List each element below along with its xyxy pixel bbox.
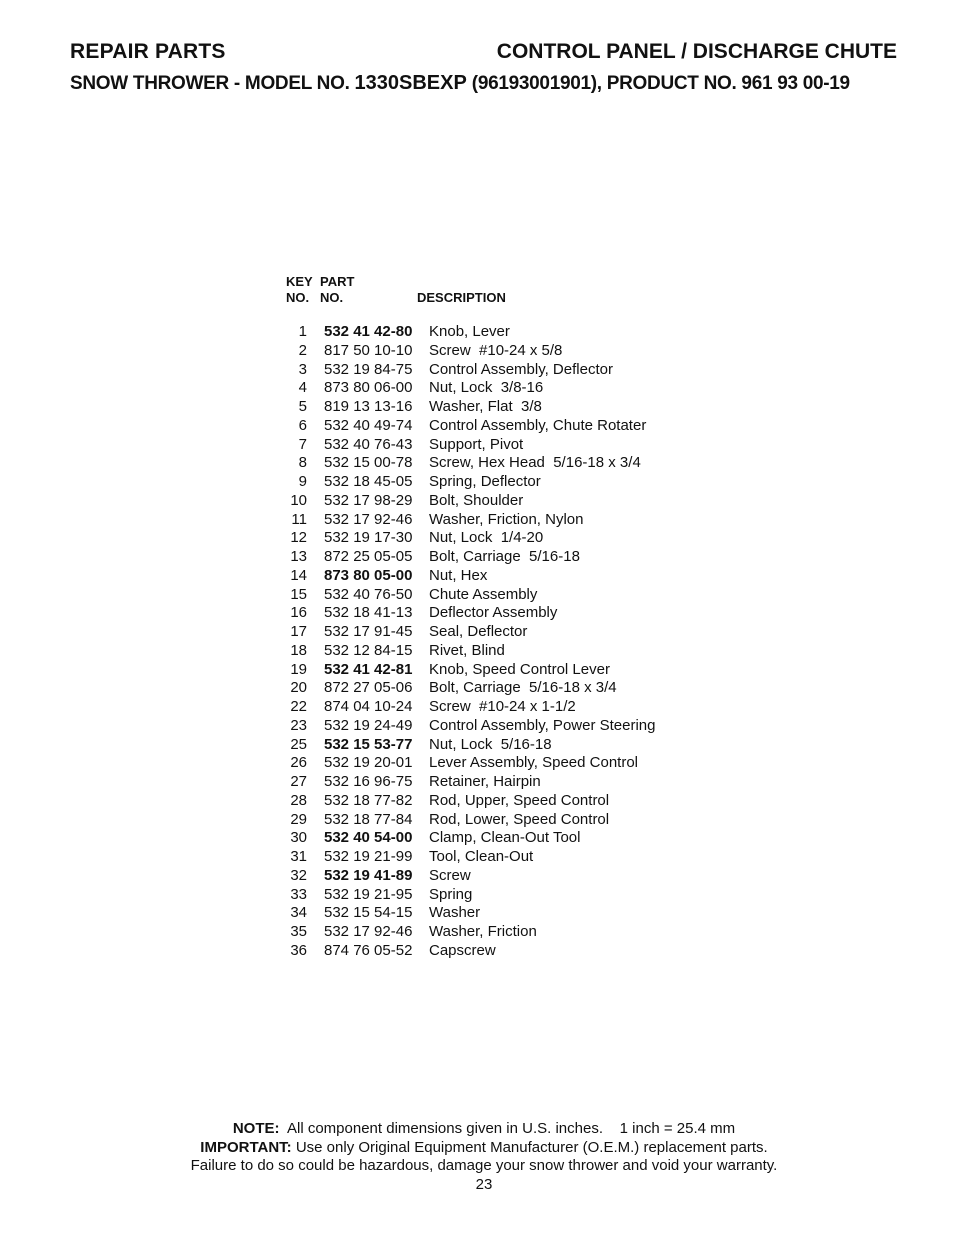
part-description: Washer, Friction <box>429 923 537 940</box>
table-row <box>280 623 700 642</box>
parts-rows <box>280 323 700 961</box>
part-no: 532 17 92-46 <box>324 923 413 940</box>
part-description: Chute Assembly <box>429 585 538 603</box>
part-description: Control Assembly, Deflector <box>429 360 613 378</box>
part-no: 532 17 92-46 <box>324 510 413 528</box>
part-no: 532 19 17-30 <box>324 529 413 547</box>
part-no: 532 15 00-78 <box>324 454 413 472</box>
key-no: 2 <box>298 341 307 359</box>
part-description: Screw #10-24 x 1-1/2 <box>429 698 576 715</box>
page-title: CONTROL PANEL / DISCHARGE CHUTE <box>496 40 897 63</box>
table-row <box>280 829 700 848</box>
part-description: Spring <box>429 885 473 903</box>
key-no: 33 <box>290 885 307 903</box>
part-no: 532 18 77-82 <box>324 791 413 809</box>
key-no: 29 <box>290 810 307 828</box>
table-row <box>280 736 700 755</box>
part-no: 532 40 76-50 <box>324 585 413 603</box>
section-title: REPAIR PARTS <box>70 40 226 63</box>
table-row <box>280 492 700 511</box>
part-description: Washer, Flat 3/8 <box>429 398 542 415</box>
part-no: 532 18 41-13 <box>324 604 413 622</box>
part-description: Nut, Lock 3/8-16 <box>429 379 544 397</box>
key-no-header <box>280 274 314 305</box>
part-description: Washer, Friction, Nylon <box>429 510 584 528</box>
subtitle-prefix: SNOW THROWER - MODEL NO. <box>70 73 355 94</box>
table-row <box>280 604 700 623</box>
key-no: 4 <box>298 379 307 397</box>
parts-table-header <box>280 274 700 305</box>
table-row <box>280 361 700 380</box>
warning-line: Failure to do so could be hazardous, damage your snow thrower and void your warranty. <box>190 1157 778 1174</box>
key-no: 28 <box>290 791 307 809</box>
part-no: 819 13 13-16 <box>324 398 413 415</box>
key-no: 5 <box>298 398 307 415</box>
part-description: Nut, Lock 1/4-20 <box>429 529 544 547</box>
key-header-line1: KEY <box>286 274 313 289</box>
part-no: 532 19 41-89 <box>324 866 413 884</box>
table-row <box>280 867 700 886</box>
part-no: 532 40 54-00 <box>324 829 413 847</box>
key-no: 22 <box>290 698 307 715</box>
part-description: Spring, Deflector <box>429 473 541 490</box>
key-no: 11 <box>291 510 307 528</box>
key-no: 14 <box>290 566 307 584</box>
part-no: 873 80 05-00 <box>324 566 413 584</box>
key-no: 30 <box>290 829 307 847</box>
part-description: Rivet, Blind <box>429 641 505 659</box>
part-no: 873 80 06-00 <box>324 379 413 397</box>
model-number: 1330SBEXP <box>354 72 467 94</box>
key-header-line2: NO. <box>286 289 310 305</box>
key-no: 23 <box>290 716 307 734</box>
table-row <box>280 323 700 342</box>
part-no: 872 25 05-05 <box>324 548 413 565</box>
key-no: 35 <box>290 923 307 940</box>
table-row <box>280 342 700 361</box>
part-description: Rod, Upper, Speed Control <box>429 791 610 809</box>
key-no: 32 <box>290 866 307 884</box>
part-no: 532 15 54-15 <box>324 904 413 922</box>
part-description: Control Assembly, Chute Rotater <box>429 416 647 434</box>
part-no-header <box>314 274 417 305</box>
part-no: 532 17 98-29 <box>324 491 413 509</box>
table-row <box>280 436 700 455</box>
part-no: 874 76 05-52 <box>324 941 413 959</box>
important-line <box>0 1139 954 1158</box>
table-row <box>280 717 700 736</box>
part-description: Rod, Lower, Speed Control <box>429 810 610 828</box>
part-no: 532 18 77-84 <box>324 810 413 828</box>
part-description: Screw <box>429 866 471 884</box>
table-row <box>280 661 700 680</box>
key-no: 8 <box>298 454 307 472</box>
key-no: 12 <box>290 529 307 547</box>
page-number: 23 <box>475 1175 493 1193</box>
model-subtitle <box>70 72 900 95</box>
part-no: 532 40 76-43 <box>324 435 413 453</box>
key-no: 9 <box>298 473 307 490</box>
table-row <box>280 473 700 492</box>
part-description: Retainer, Hairpin <box>429 773 541 790</box>
part-description: Seal, Deflector <box>429 623 528 640</box>
table-row <box>280 811 700 830</box>
table-row <box>280 773 700 792</box>
part-description: Knob, Lever <box>429 323 510 340</box>
parts-table <box>280 274 700 961</box>
part-no: 532 41 42-81 <box>324 660 413 678</box>
description-header: DESCRIPTION <box>417 289 506 305</box>
table-row <box>280 529 700 548</box>
key-no: 18 <box>290 641 307 659</box>
part-header-line1: PART <box>320 274 355 289</box>
table-row <box>280 548 700 567</box>
key-no: 34 <box>290 904 307 922</box>
footer-notes <box>0 1120 954 1194</box>
part-no: 532 41 42-80 <box>324 323 413 340</box>
key-no: 17 <box>290 623 307 640</box>
table-row <box>280 454 700 473</box>
key-no: 16 <box>290 604 307 622</box>
note-label: NOTE: <box>232 1120 280 1137</box>
table-row <box>280 379 700 398</box>
part-no: 532 17 91-45 <box>324 623 413 640</box>
key-no: 27 <box>290 773 307 790</box>
key-no: 6 <box>298 416 307 434</box>
part-description: Washer <box>429 904 481 922</box>
important-label: IMPORTANT: <box>200 1138 292 1156</box>
key-no: 26 <box>290 754 307 772</box>
table-row <box>280 942 700 961</box>
key-no: 20 <box>290 679 307 697</box>
table-row <box>280 923 700 942</box>
part-header-line2: NO. <box>320 289 344 305</box>
table-row <box>280 904 700 923</box>
part-no: 532 40 49-74 <box>324 416 413 434</box>
part-no: 532 19 20-01 <box>324 754 413 772</box>
part-no: 872 27 05-06 <box>324 679 413 697</box>
part-description: Bolt, Shoulder <box>429 491 524 509</box>
table-row <box>280 792 700 811</box>
table-row <box>280 642 700 661</box>
table-row <box>280 417 700 436</box>
part-no: 874 04 10-24 <box>324 698 413 715</box>
subtitle-suffix: (96193001901), PRODUCT NO. 961 93 00-19 <box>466 73 850 94</box>
part-description: Tool, Clean-Out <box>429 848 534 865</box>
key-no: 13 <box>290 548 307 565</box>
table-row <box>280 567 700 586</box>
key-no: 31 <box>290 848 307 865</box>
part-no: 532 12 84-15 <box>324 641 413 659</box>
table-row <box>280 754 700 773</box>
part-description: Bolt, Carriage 5/16-18 x 3/4 <box>429 679 617 697</box>
part-description: Clamp, Clean-Out Tool <box>429 829 581 847</box>
key-no: 25 <box>290 735 307 753</box>
table-row <box>280 586 700 605</box>
part-no: 532 16 96-75 <box>324 773 413 790</box>
part-description: Deflector Assembly <box>429 604 558 622</box>
key-no: 36 <box>290 941 307 959</box>
key-no: 10 <box>290 491 307 509</box>
key-no: 19 <box>290 660 307 678</box>
part-description: Support, Pivot <box>429 435 524 453</box>
table-row <box>280 848 700 867</box>
table-row <box>280 698 700 717</box>
part-no: 817 50 10-10 <box>324 341 413 359</box>
note-text: All component dimensions given in U.S. inches. 1 inch = 25.4 mm <box>279 1120 736 1137</box>
key-no: 15 <box>290 585 307 603</box>
part-description: Capscrew <box>429 941 496 959</box>
part-description: Knob, Speed Control Lever <box>429 660 610 678</box>
key-no: 7 <box>298 435 307 453</box>
part-no: 532 19 21-95 <box>324 885 413 903</box>
table-row <box>280 511 700 530</box>
part-no: 532 19 24-49 <box>324 716 413 734</box>
key-no: 3 <box>298 360 307 378</box>
part-description: Screw, Hex Head 5/16-18 x 3/4 <box>429 454 641 472</box>
table-row <box>280 398 700 417</box>
note-line <box>0 1120 954 1139</box>
part-no: 532 19 84-75 <box>324 360 413 378</box>
part-no: 532 18 45-05 <box>324 473 413 490</box>
part-description: Screw #10-24 x 5/8 <box>429 341 563 359</box>
key-no: 1 <box>298 323 307 340</box>
table-row <box>280 886 700 905</box>
table-row <box>280 679 700 698</box>
part-description: Nut, Lock 5/16-18 <box>429 735 552 753</box>
important-text: Use only Original Equipment Manufacturer (O.E.M.) replacement parts. <box>291 1138 768 1156</box>
part-description: Control Assembly, Power Steering <box>429 716 656 734</box>
part-description: Bolt, Carriage 5/16-18 <box>429 548 580 565</box>
part-no: 532 15 53-77 <box>324 735 413 753</box>
part-no: 532 19 21-99 <box>324 848 413 865</box>
part-description: Lever Assembly, Speed Control <box>429 754 638 772</box>
part-description: Nut, Hex <box>429 566 488 584</box>
